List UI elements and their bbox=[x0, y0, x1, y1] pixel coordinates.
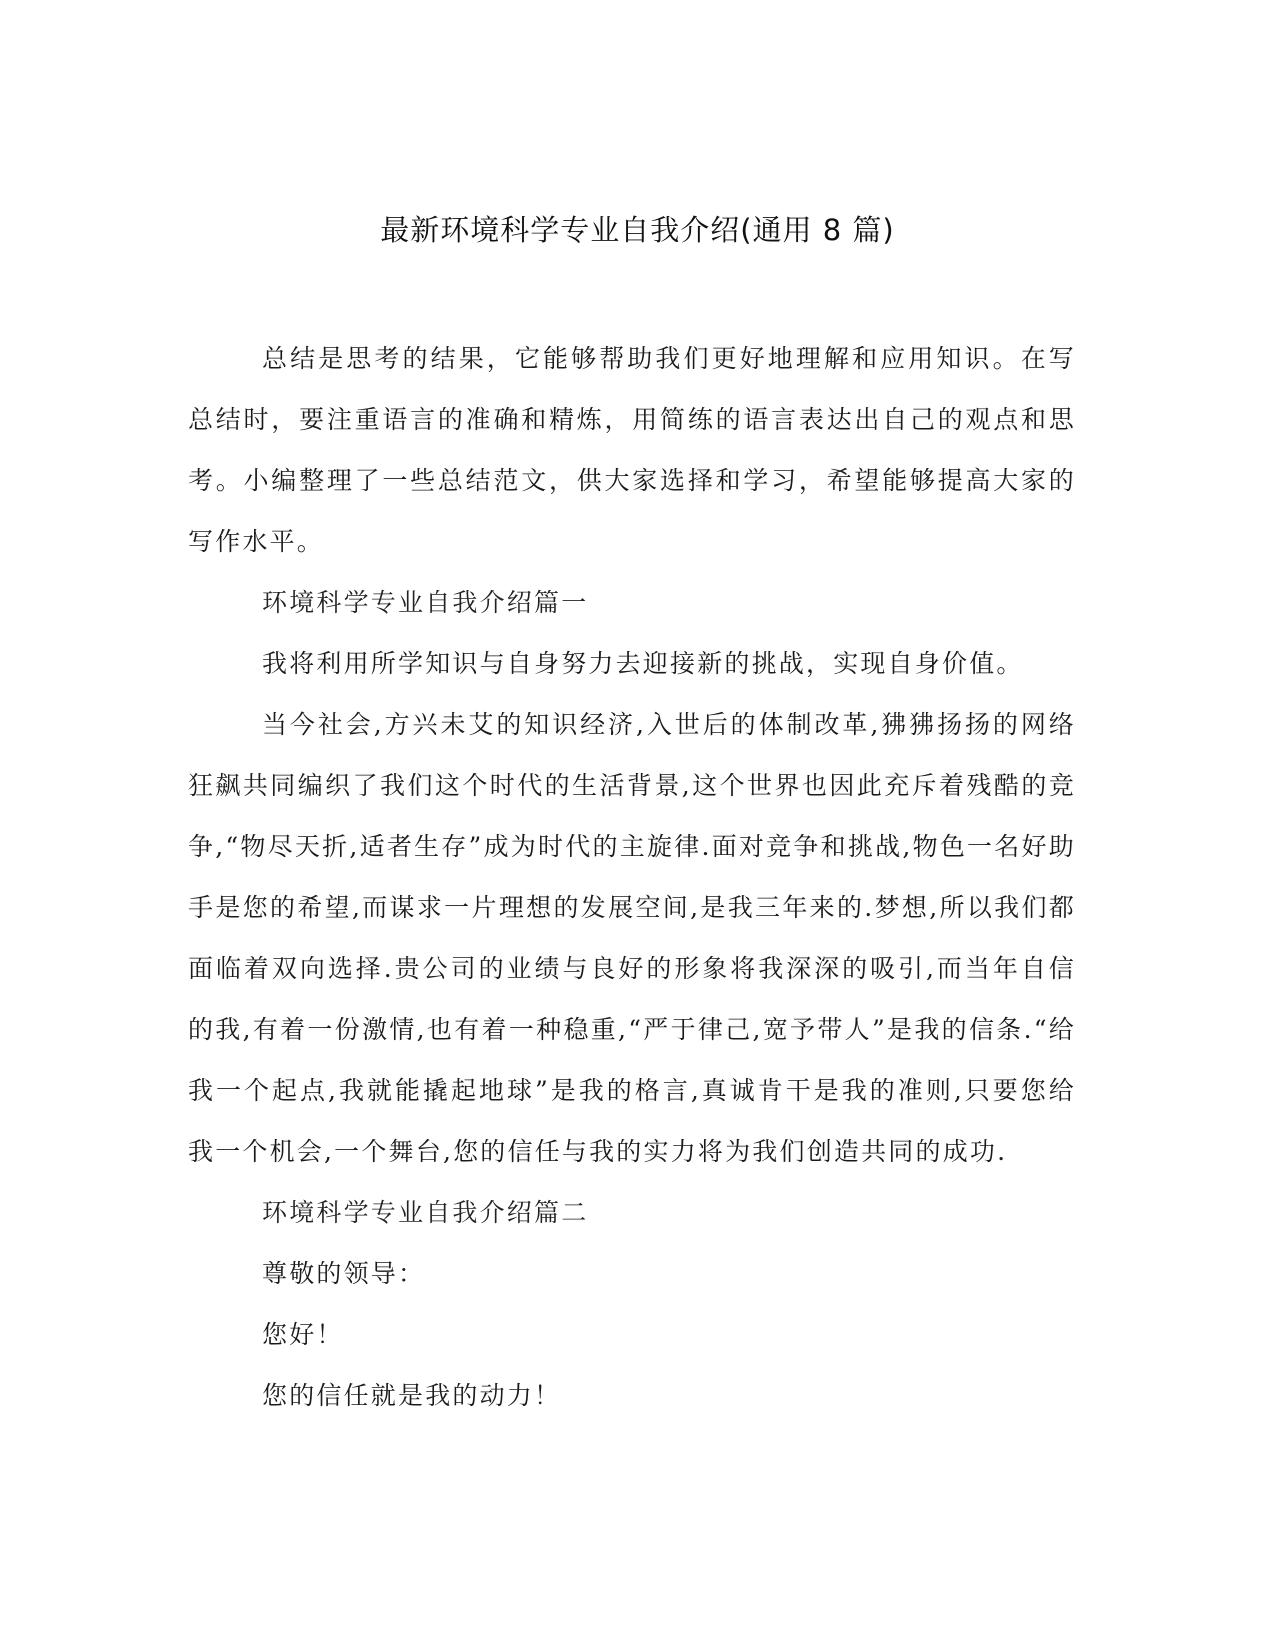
greeting: 您好！ bbox=[262, 1320, 344, 1349]
section-heading-2: 环境科学专业自我介绍篇二 bbox=[262, 1198, 589, 1227]
document-body bbox=[188, 328, 1076, 1426]
section-heading-1: 环境科学专业自我介绍篇一 bbox=[262, 588, 589, 617]
document-title: 最新环境科学专业自我介绍(通用 8 篇) bbox=[380, 213, 895, 247]
salutation: 尊敬的领导： bbox=[262, 1259, 426, 1288]
intro-paragraph: 总结是思考的结果，它能够帮助我们更好地理解和应用知识。在写总结时，要注重语言的准确和精炼，用简练的语言表达出自己的观点和思考。小编整理了一些总结范文，供大家选择和学习，希望能够提高大家的写作水平。 bbox=[188, 344, 1076, 556]
body-paragraph: 当今社会,方兴未艾的知识经济,入世后的体制改革,狒狒扬扬的网络狂飙共同编织了我们这个时代的生活背景,这个世界也因此充斥着残酷的竞争,“物尽天折,适者生存”成为时代的主旋律.面对竞争和挑战,物色一名好助手是您的希望,而谋求一片理想的发展空间,是我三年来的.梦想,所以我们都面临着双向选择.贵公司的业绩与良好的形象将我深深的吸引,而当年自信的我,有着一份激情,也有着一种稳重,“严于律己,宽予带人”是我的信条.“给我一个起点,我就能撬起地球”是我的格言,真诚肯干是我的准则,只要您给我一个机会,一个舞台,您的信任与我的实力将为我们创造共同的成功. bbox=[188, 710, 1076, 1166]
body-paragraph: 我将利用所学知识与自身努力去迎接新的挑战，实现自身价值。 bbox=[262, 649, 1024, 678]
body-paragraph: 您的信任就是我的动力！ bbox=[262, 1381, 562, 1410]
